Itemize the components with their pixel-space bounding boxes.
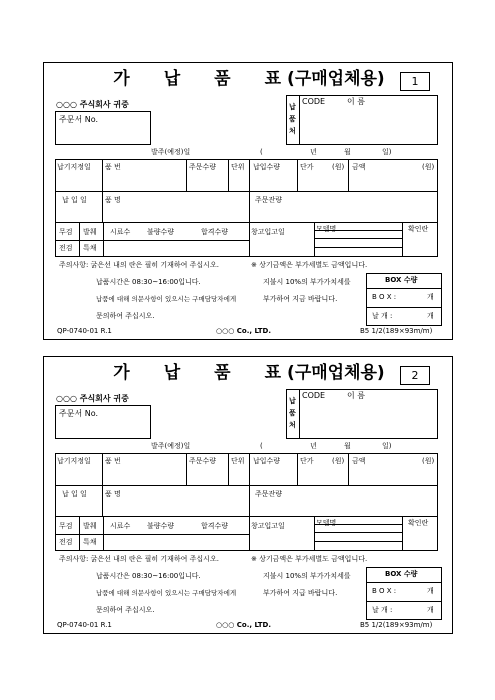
col-divider xyxy=(79,222,80,257)
order-remaining-label: 주문잔량 xyxy=(255,196,283,204)
doc-code: QP-0740-01 R.1 xyxy=(57,327,112,335)
amount-label: 금액 xyxy=(352,457,366,465)
special-label: 특채 xyxy=(83,244,97,252)
won-label: (원) xyxy=(332,163,345,171)
full-inspect-label: 전검 xyxy=(59,244,73,252)
row-divider xyxy=(314,247,402,248)
col-divider xyxy=(402,222,403,257)
delivery-day-label: 납 입 일 xyxy=(62,490,87,498)
supplier-divider xyxy=(299,389,300,439)
year-label: 년 xyxy=(310,442,317,450)
supplier-label-char: 납 xyxy=(289,103,296,111)
note-text: 납품에 대해 의문사항이 있으시는 구매담당자에게 xyxy=(96,295,237,303)
row-divider xyxy=(55,516,438,517)
day-label: 일) xyxy=(382,148,392,156)
item-no-label: 품 번 xyxy=(105,457,121,465)
piece-count-label: 날 개 : xyxy=(372,312,393,320)
delivered-qty-label: 납입수량 xyxy=(253,163,281,171)
order-no-label: 주문서 No. xyxy=(59,115,99,124)
defect-qty-label: 불량수량 xyxy=(147,522,175,530)
note-text: 지불시 10%의 부가가치세를 xyxy=(263,278,351,286)
col-divider xyxy=(102,159,103,222)
col-divider xyxy=(297,159,298,191)
main-table xyxy=(55,453,438,551)
confirm-label: 확인란 xyxy=(408,519,429,527)
col-divider xyxy=(228,159,229,191)
row-divider xyxy=(314,532,402,533)
code-label: CODE xyxy=(302,97,326,106)
supplier-label-char: 품 xyxy=(289,409,296,417)
delivered-qty-label: 납입수량 xyxy=(253,457,281,465)
box-qty-title: BOX 수량 xyxy=(385,570,418,578)
piece-count-unit: 개 xyxy=(427,312,434,320)
supplier-label-char: 처 xyxy=(289,127,296,135)
col-divider xyxy=(348,453,349,485)
row-divider xyxy=(55,222,438,223)
col-divider xyxy=(186,159,187,191)
name-label: 이 름 xyxy=(347,391,365,400)
title-suffix: (구매업체용) xyxy=(287,363,385,383)
order-qty-label: 주문수량 xyxy=(189,163,217,171)
defect-qty-label: 불량수량 xyxy=(147,228,175,236)
title-char: 납 xyxy=(163,363,181,383)
note-text: 지불시 10%의 부가가치세를 xyxy=(263,572,351,580)
col-divider xyxy=(102,453,103,516)
box-divider xyxy=(366,288,442,289)
col-divider xyxy=(348,159,349,191)
form-title xyxy=(44,71,454,88)
col-divider xyxy=(103,222,104,257)
copy-number: 2 xyxy=(400,366,430,385)
order-date-label: 발주(예정)일 xyxy=(151,442,191,450)
year-label: 년 xyxy=(310,148,317,156)
title-char: 품 xyxy=(214,363,231,383)
month-label: 월 xyxy=(344,442,351,450)
delivery-day-label: 납 입 일 xyxy=(62,196,87,204)
title-char: 품 xyxy=(214,69,231,89)
won-label: (원) xyxy=(422,163,435,171)
copy-number: 1 xyxy=(400,72,430,91)
delivery-slip-form xyxy=(43,62,453,340)
row-divider xyxy=(55,191,438,192)
delivery-date-label: 납기지정일 xyxy=(57,163,91,171)
unit-price-label: 단가 xyxy=(300,163,314,171)
note-text: 납품에 대해 의문사항이 있으시는 구매담당자에게 xyxy=(96,589,237,597)
model-label: 모델명 xyxy=(316,225,337,233)
col-divider xyxy=(314,222,315,257)
title-suffix: (구매업체용) xyxy=(287,69,385,89)
col-divider xyxy=(402,516,403,551)
footer-company: ○○○ Co., LTD. xyxy=(216,327,272,335)
title-char: 납 xyxy=(163,69,181,89)
box-qty-title: BOX 수량 xyxy=(385,276,418,284)
unit-label: 단위 xyxy=(231,457,245,465)
title-char: 가 xyxy=(113,363,130,383)
sample-qty-label: 시료수 xyxy=(110,522,131,530)
pass-qty-label: 합격수량 xyxy=(201,522,229,530)
note-text: ※ 상기금액은 부가세별도 금액입니다. xyxy=(251,555,368,563)
item-name-label: 품 명 xyxy=(105,490,121,498)
note-text: 부가하여 지금 바랍니다. xyxy=(263,295,338,303)
warehouse-date-label: 창고입고일 xyxy=(251,228,285,236)
note-text: 문의하여 주십시오. xyxy=(96,606,155,614)
order-date-label: 발주(예정)일 xyxy=(151,148,191,156)
col-divider xyxy=(79,516,80,551)
form-title xyxy=(44,365,454,382)
onsite-label: 발췌 xyxy=(83,522,97,530)
doc-code: QP-0740-01 R.1 xyxy=(57,621,112,629)
won-label: (원) xyxy=(422,457,435,465)
note-text: 문의하여 주십시오. xyxy=(96,312,155,320)
col-divider xyxy=(249,159,250,257)
title-char: 가 xyxy=(113,69,130,89)
paper-size: B5 1/2(189×93m/m) xyxy=(360,621,433,629)
order-no-label: 주문서 No. xyxy=(59,409,99,418)
note-text: ※ 상기금액은 부가세별도 금액입니다. xyxy=(251,261,368,269)
piece-count-label: 날 개 : xyxy=(372,606,393,614)
month-label: 월 xyxy=(344,148,351,156)
title-char: 표 xyxy=(264,69,282,89)
full-inspect-label: 전검 xyxy=(59,538,73,546)
col-divider xyxy=(249,453,250,551)
box-divider xyxy=(366,307,442,308)
day-label: 일) xyxy=(382,442,392,450)
name-label: 이 름 xyxy=(347,97,365,106)
inspect-label: 무검 xyxy=(59,522,73,530)
box-divider xyxy=(366,601,442,602)
box-count-unit: 개 xyxy=(427,587,434,595)
box-count-label: B O X : xyxy=(372,587,397,595)
footer-company: ○○○ Co., LTD. xyxy=(216,621,272,629)
col-divider xyxy=(297,453,298,485)
warehouse-date-label: 창고입고일 xyxy=(251,522,285,530)
title-char: 표 xyxy=(264,363,282,383)
col-divider xyxy=(186,453,187,485)
row-divider xyxy=(55,240,249,241)
supplier-label-char: 품 xyxy=(289,115,296,123)
confirm-label: 확인란 xyxy=(408,225,429,233)
piece-count-unit: 개 xyxy=(427,606,434,614)
box-divider xyxy=(366,582,442,583)
box-count-label: B O X : xyxy=(372,293,397,301)
col-divider xyxy=(103,516,104,551)
pass-qty-label: 합격수량 xyxy=(201,228,229,236)
note-text: 부가하여 지급 바랍니다. xyxy=(263,589,338,597)
item-name-label: 품 명 xyxy=(105,196,121,204)
supplier-divider xyxy=(299,95,300,145)
note-text: 주의사항: 굵은선 내의 란은 필히 기재하여 주십시오. xyxy=(59,261,219,269)
col-divider xyxy=(228,453,229,485)
model-label: 모델명 xyxy=(316,519,337,527)
delivery-date-label: 납기지정일 xyxy=(57,457,91,465)
supplier-label-char: 처 xyxy=(289,421,296,429)
won-label: (원) xyxy=(332,457,345,465)
unit-price-label: 단가 xyxy=(300,457,314,465)
box-count-unit: 개 xyxy=(427,293,434,301)
col-divider xyxy=(314,516,315,551)
inspect-label: 무검 xyxy=(59,228,73,236)
onsite-label: 발췌 xyxy=(83,228,97,236)
row-divider xyxy=(314,238,402,239)
delivery-slip-form xyxy=(43,356,453,634)
amount-label: 금액 xyxy=(352,163,366,171)
note-text: 납품시간은 08:30~16:00입니다. xyxy=(96,278,201,286)
main-table xyxy=(55,159,438,257)
row-divider xyxy=(55,534,249,535)
code-label: CODE xyxy=(302,391,326,400)
special-label: 특채 xyxy=(83,538,97,546)
company-recipient: ○○○ 주식회사 귀중 xyxy=(56,100,129,109)
paper-size: B5 1/2(189×93m/m) xyxy=(360,327,433,335)
supplier-label-char: 납 xyxy=(289,397,296,405)
date-paren-open: ( xyxy=(260,148,263,156)
item-no-label: 품 번 xyxy=(105,163,121,171)
note-text: 납품시간은 08:30~16:00입니다. xyxy=(96,572,201,580)
date-paren-open: ( xyxy=(260,442,263,450)
company-recipient: ○○○ 주식회사 귀중 xyxy=(56,394,129,403)
row-divider xyxy=(314,541,402,542)
sample-qty-label: 시료수 xyxy=(110,228,131,236)
order-remaining-label: 주문잔량 xyxy=(255,490,283,498)
note-text: 주의사항: 굵은선 내의 란은 필히 기재하여 주십시오. xyxy=(59,555,219,563)
unit-label: 단위 xyxy=(231,163,245,171)
row-divider xyxy=(55,485,438,486)
order-qty-label: 주문수량 xyxy=(189,457,217,465)
